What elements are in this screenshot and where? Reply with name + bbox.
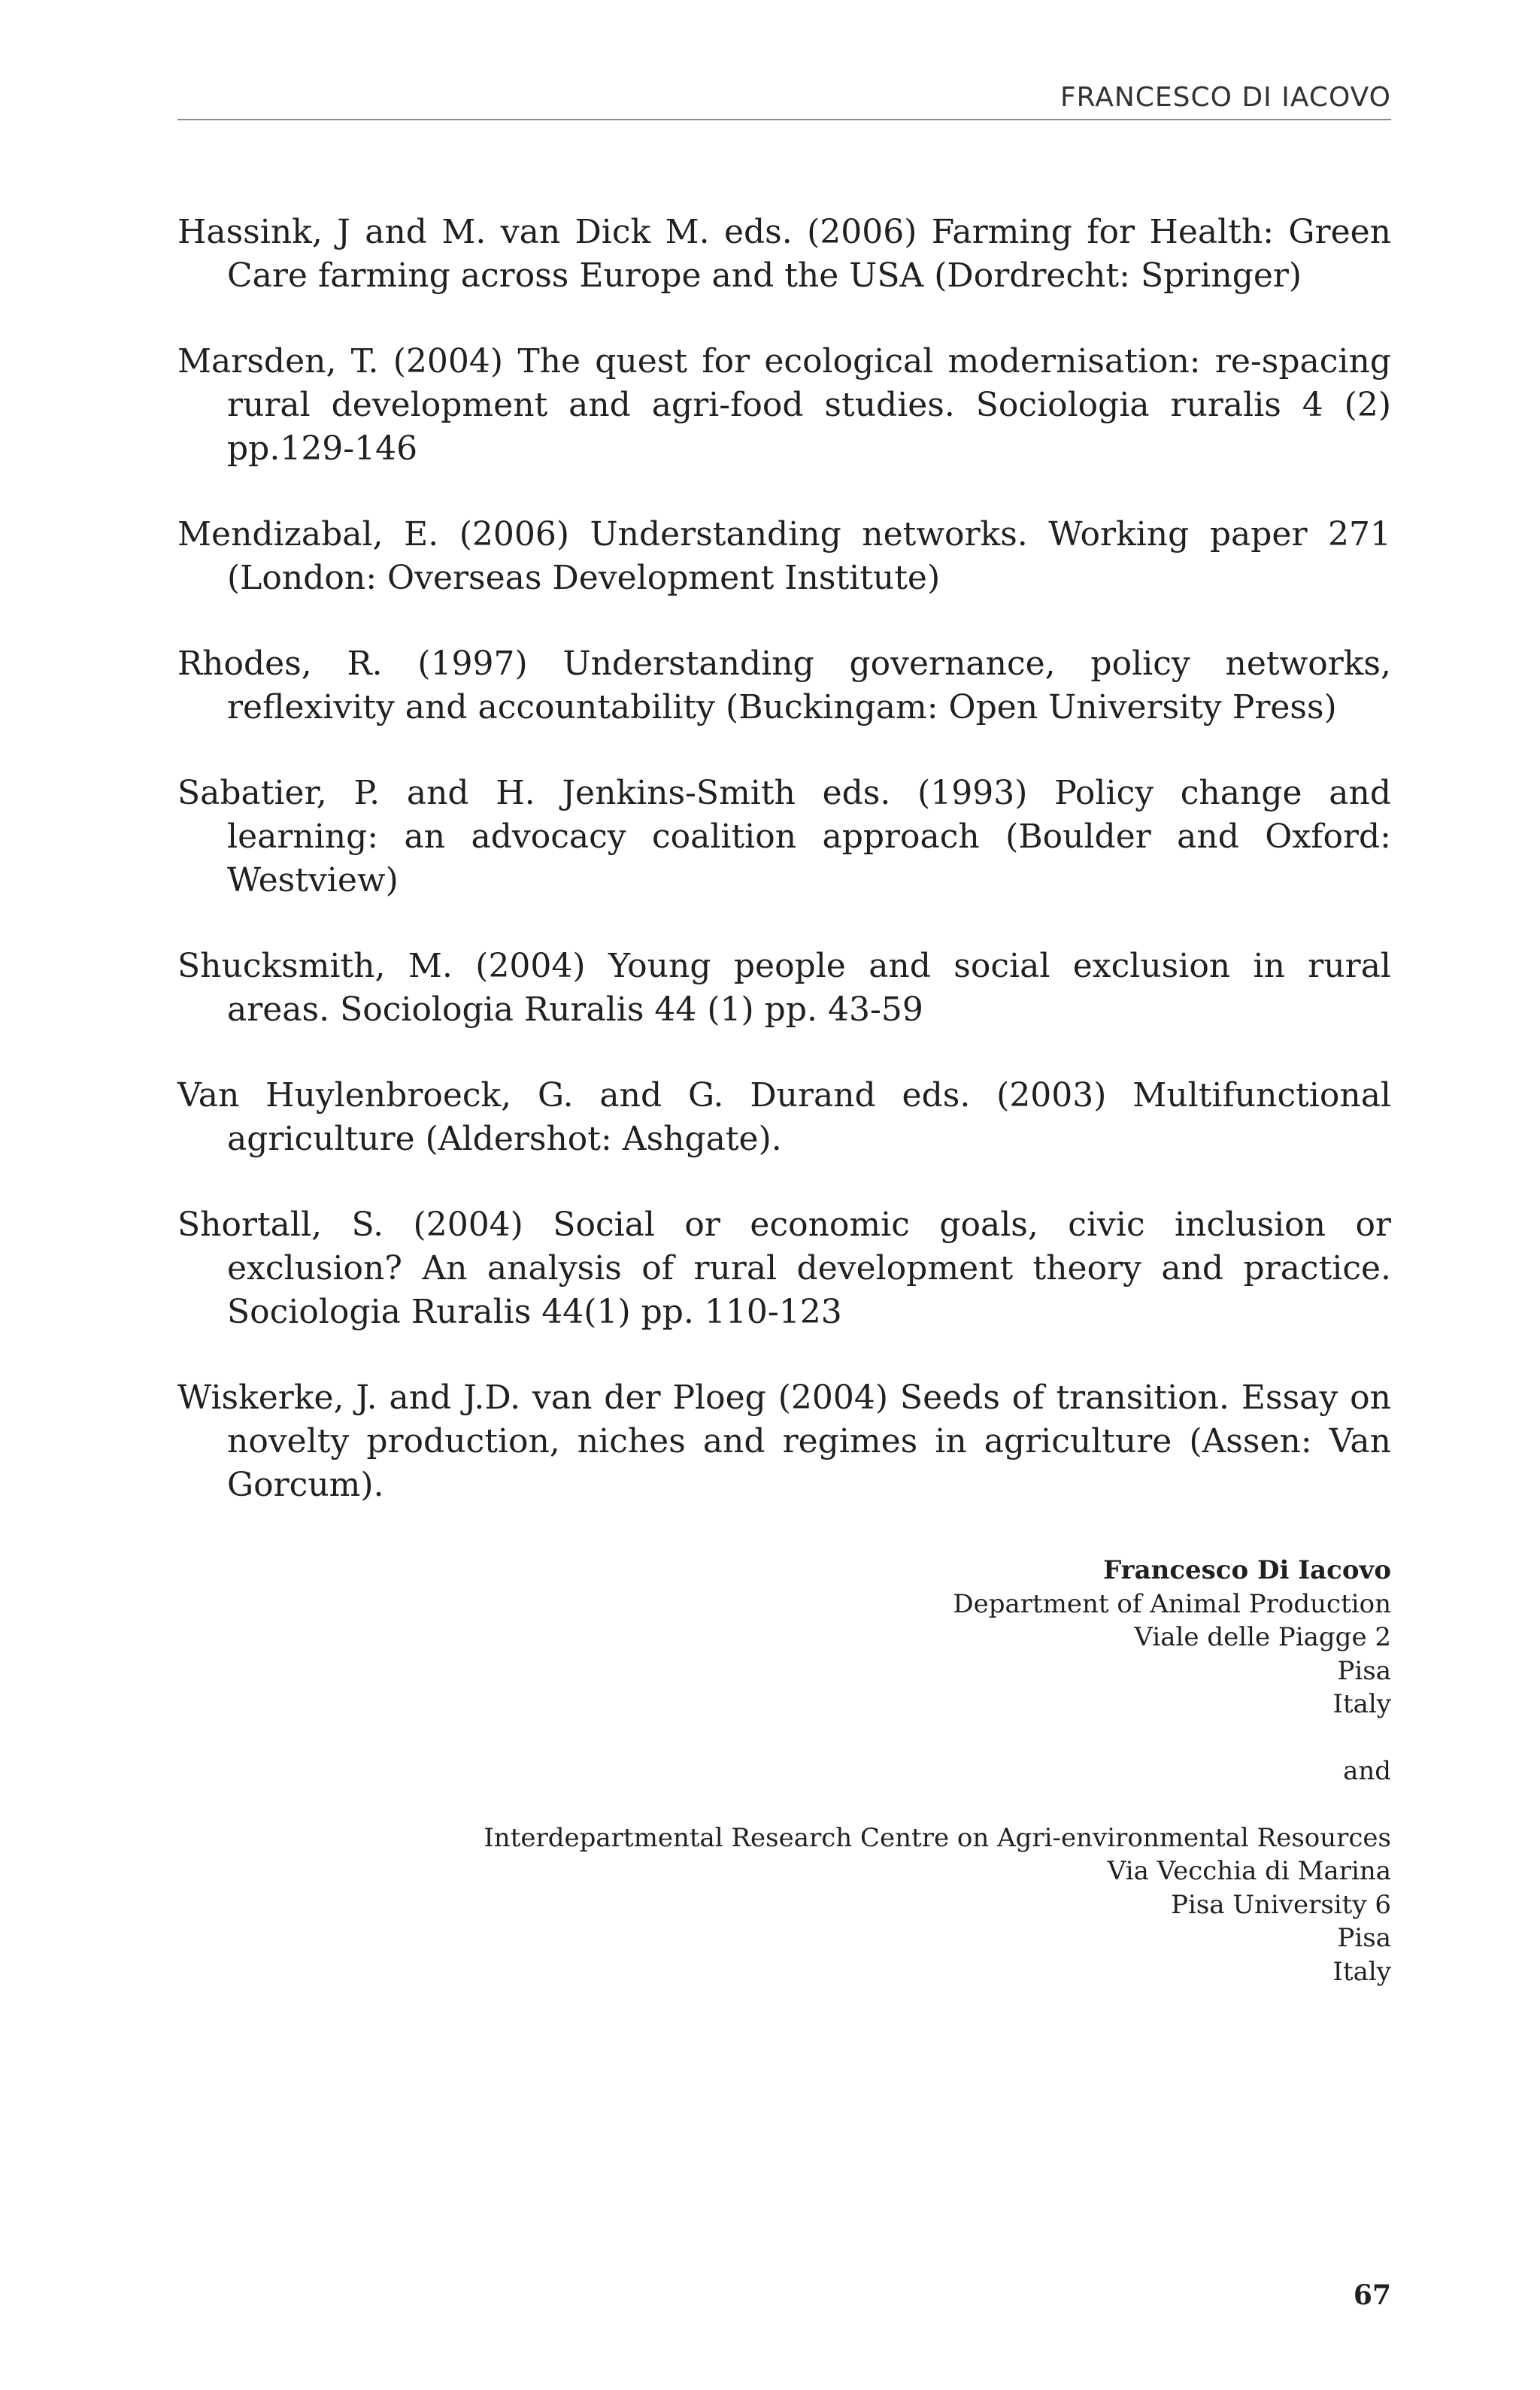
running-head: FRANCESCO DI IACOVO — [1060, 82, 1391, 113]
author-name: Francesco Di Iacovo — [1103, 1555, 1391, 1585]
reference-entry: Shucksmith, M. (2004) Young people and social exclusion in rural areas. Sociologia Ruralis 44 (1) pp. 43-59 — [177, 947, 1391, 1029]
conjunction-text: and — [1343, 1755, 1391, 1786]
address-line: Interdepartmental Research Centre on Agri-environmental Resources — [484, 1822, 1391, 1853]
author-signature-block — [451, 1554, 1391, 1989]
address-line: Pisa — [1337, 1923, 1391, 1954]
address-line: Viale delle Piagge 2 — [1134, 1622, 1391, 1653]
page-number: 67 — [1353, 2279, 1391, 2311]
address-line: Via Vecchia di Marina — [1107, 1856, 1391, 1887]
reference-entry: Rhodes, R. (1997) Understanding governance, policy networks, reflexivity and accountability (Buckingam: Open University Press) — [177, 645, 1391, 726]
address-line: Pisa — [1337, 1655, 1391, 1686]
spacer — [451, 1721, 1391, 1755]
spacer — [451, 1788, 1391, 1821]
reference-entry: Van Huylenbroeck, G. and G. Durand eds. (2003) Multifunctional agriculture (Aldershot: Ashgate). — [177, 1076, 1391, 1158]
reference-entry: Shortall, S. (2004) Social or economic goals, civic inclusion or exclusion? An analysis of rural development theory and practice. Sociologia Ruralis 44(1) pp. 110-123 — [177, 1206, 1391, 1331]
reference-entry: Mendizabal, E. (2006) Understanding networks. Working paper 271 (London: Overseas Development Institute) — [177, 515, 1391, 597]
reference-entry: Wiskerke, J. and J.D. van der Ploeg (2004) Seeds of transition. Essay on novelty production, niches and regimes in agriculture (Assen: Van Gorcum). — [177, 1378, 1391, 1504]
address-line: Pisa University 6 — [1171, 1889, 1391, 1920]
reference-entry: Hassink, J and M. van Dick M. eds. (2006) Farming for Health: Green Care farming across Europe and the USA (Dordrecht: Springer) — [177, 213, 1391, 295]
reference-list — [177, 211, 1391, 1549]
header-rule — [177, 119, 1391, 120]
reference-entry: Sabatier, P. and H. Jenkins-Smith eds. (1993) Policy change and learning: an advocacy coalition approach (Boulder and Oxford: Westview) — [177, 774, 1391, 899]
address-line: Department of Animal Production — [953, 1588, 1391, 1619]
address-line: Italy — [1332, 1689, 1391, 1720]
reference-entry: Marsden, T. (2004) The quest for ecological modernisation: re-spacing rural development and agri-food studies. Sociologia ruralis 4 (2) pp.129-146 — [177, 342, 1391, 468]
address-line: Italy — [1332, 1956, 1391, 1987]
